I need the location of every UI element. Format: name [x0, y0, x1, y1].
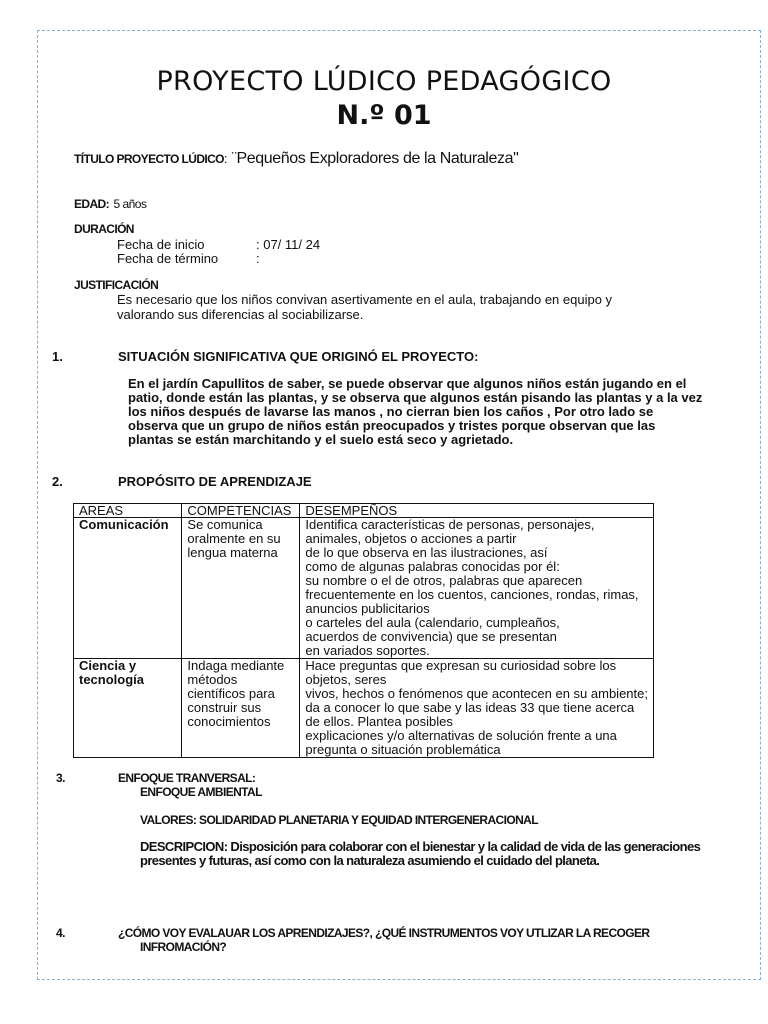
text-line: patio, donde están las plantas, y se observa que algunos están pisando las plantas y a la vez: [128, 390, 703, 405]
cell-line: objetos, seres: [305, 672, 387, 687]
cell-line: como de algunas palabras conocidas por él:: [305, 559, 560, 574]
edad-label: EDAD:: [74, 197, 109, 211]
edad-row: [74, 195, 146, 213]
cell-line: animales, objetos o acciones a partir: [305, 531, 517, 546]
valores-text: VALORES: SOLIDARIDAD PLANETARIA Y EQUIDAD INTERGENERACIONAL: [140, 813, 538, 827]
cell-line: vivos, hechos o fenómenos que acontecen en su ambiente;: [305, 686, 648, 701]
table-row: [74, 659, 654, 758]
area-cell: [74, 518, 182, 659]
desempeno-cell: [300, 518, 654, 659]
desempeno-cell: [300, 659, 654, 758]
competencia-cell: [182, 659, 300, 758]
table-header-cell: AREAS: [74, 504, 182, 518]
cell-line: científicos para: [187, 686, 275, 701]
cell-line: pregunta o situación problemática: [305, 742, 501, 757]
cell-line: o carteles del aula (calendario, cumpleaños,: [305, 615, 560, 630]
cell-line: de ellos. Plantea posibles: [305, 714, 453, 729]
cell-line: construir sus: [187, 700, 262, 715]
cell-line: Indaga mediante: [187, 658, 285, 673]
section-3-heading: ENFOQUE TRANVERSAL:: [118, 771, 256, 785]
inicio-label: Fecha de inicio: [117, 237, 205, 252]
section-2-heading: PROPÓSITO DE APRENDIZAJE: [118, 474, 312, 489]
titulo-colon: :: [223, 151, 228, 166]
cell-line: tecnología: [79, 672, 145, 687]
titulo-label: TÍTULO PROYECTO LÚDICO: [74, 152, 224, 166]
text-line: En el jardín Capullitos de saber, se puede observar que algunos niños están jugando en el: [128, 376, 687, 391]
section-3-number: 3.: [56, 771, 65, 785]
section-4-number: 4.: [56, 926, 65, 940]
cell-line: explicaciones y/o alternativas de solución frente a una: [305, 728, 617, 743]
termino-label: Fecha de término: [117, 251, 219, 266]
table-header-cell: DESEMPEÑOS: [300, 504, 654, 518]
text-line: observa que un grupo de niños están preocupados y tristes porque observan que las: [128, 418, 656, 433]
text-line: Es necesario que los niños convivan asertivamente en el aula, trabajando en equipo y: [117, 292, 613, 307]
cell-line: Ciencia y: [79, 658, 137, 673]
table-header-row: [74, 504, 654, 518]
cell-line: anuncios publicitarios: [305, 601, 430, 616]
project-number: N.º 01: [336, 100, 432, 131]
cell-line: frecuentemente en los cuentos, canciones, rondas, rimas,: [305, 587, 639, 602]
competencia-cell: [182, 518, 300, 659]
text-line: los niños después de lavarse las manos , no cierran bien los caños , Por otro lado se: [128, 404, 654, 419]
cell-line: su nombre o el de otros, palabras que aparecen: [305, 573, 583, 588]
text-line: plantas se están marchitando y el suelo está seco y agrietado.: [128, 432, 514, 447]
cell-line: lengua materna: [187, 545, 278, 560]
area-cell: [74, 659, 182, 758]
section-1-number: 1.: [52, 349, 63, 364]
text-line: presentes y futuras, así como con la naturaleza asumiendo el cuidado del planeta.: [140, 853, 600, 868]
cell-line: de lo que observa en las ilustraciones, así: [305, 545, 548, 560]
cell-line: en variados soportes.: [305, 643, 430, 658]
table-header-cell: COMPETENCIAS: [182, 504, 300, 518]
cell-line: oralmente en su: [187, 531, 281, 546]
justificacion-label: JUSTIFICACIÓN: [74, 278, 159, 292]
section-3-subheading: ENFOQUE AMBIENTAL: [140, 785, 262, 799]
cell-line: da a conocer lo que sabe y las ideas 33 que tiene acerca: [305, 700, 635, 715]
descripcion-text: [140, 840, 700, 868]
cell-line: Se comunica: [187, 517, 263, 532]
termino-value: :: [256, 251, 260, 266]
section-1-text: [128, 377, 702, 447]
section-2-number: 2.: [52, 474, 63, 489]
section-4-heading-line: ¿CÓMO VOY EVALAUAR LOS APRENDIZAJES?, ¿QUÉ INSTRUMENTOS VOY UTLIZAR LA RECOGER: [118, 926, 650, 940]
table-row: [74, 518, 654, 659]
cell-line: acuerdos de convivencia) que se presentan: [305, 629, 557, 644]
proposito-table: [73, 503, 654, 758]
duracion-label: DURACIÓN: [74, 222, 134, 236]
cell-line: métodos: [187, 672, 238, 687]
titulo-row: [74, 150, 518, 168]
section-1-heading: SITUACIÓN SIGNIFICATIVA QUE ORIGINÓ EL PROYECTO:: [118, 349, 479, 364]
cell-line: conocimientos: [187, 714, 271, 729]
cell-line: Comunicación: [79, 517, 169, 532]
edad-value: 5 años: [113, 197, 147, 211]
titulo-value: ¨Pequeños Exploradores de la Naturaleza": [227, 150, 519, 167]
cell-line: Identifica características de personas, personajes,: [305, 517, 595, 532]
document-title: PROYECTO LÚDICO PEDAGÓGICO: [156, 66, 612, 97]
section-4-heading-line: INFROMACIÓN?: [140, 940, 227, 954]
text-line: DESCRIPCION: Disposición para colaborar con el bienestar y la calidad de vida de las generaciones: [140, 839, 701, 854]
text-line: valorando sus diferencias al sociabilizarse.: [117, 306, 364, 322]
inicio-value: : 07/ 11/ 24: [256, 237, 321, 252]
cell-line: Hace preguntas que expresan su curiosidad sobre los: [305, 658, 617, 673]
justificacion-text: [117, 293, 612, 322]
